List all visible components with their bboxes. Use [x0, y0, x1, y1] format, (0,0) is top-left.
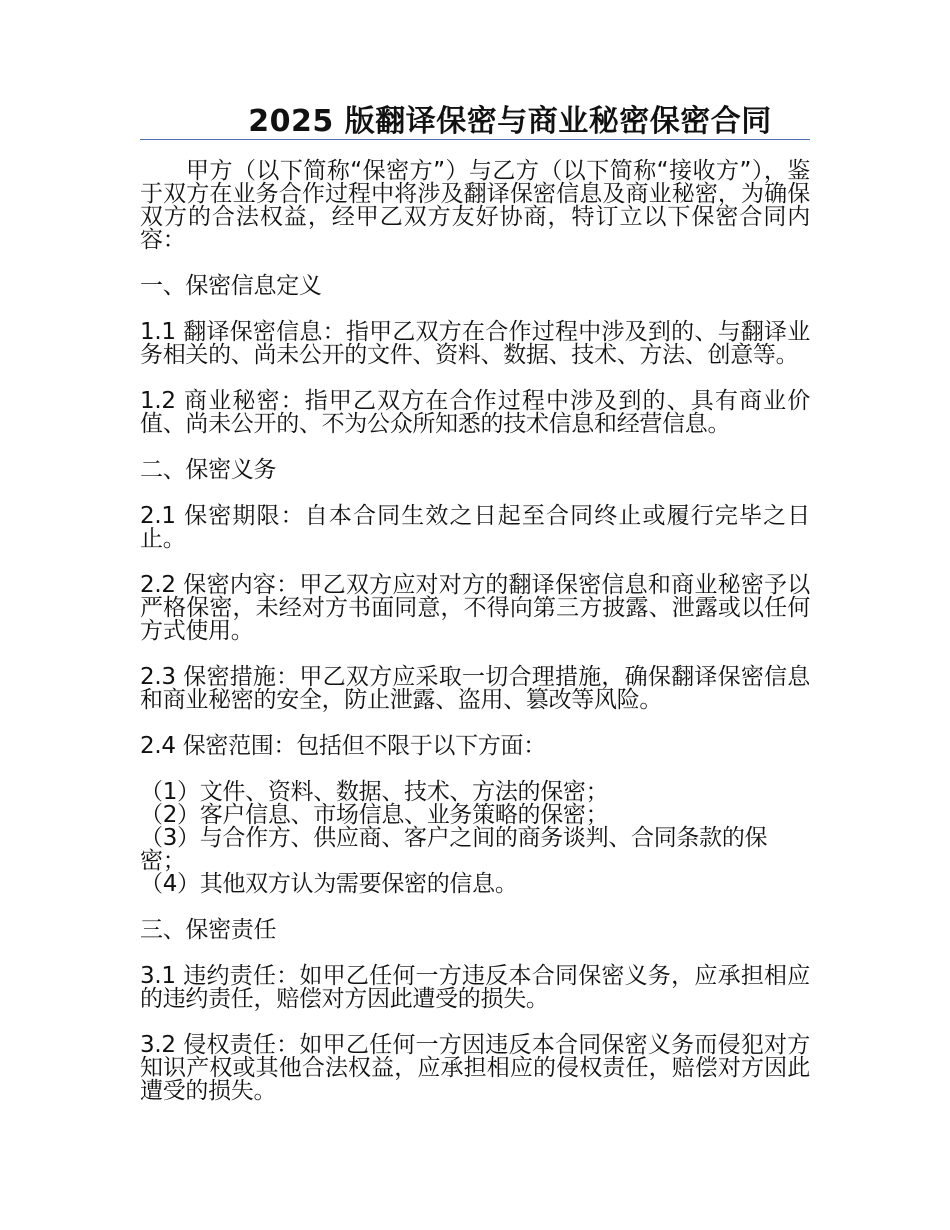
clause-2-4: 2.4 保密范围：包括但不限于以下方面： — [140, 733, 546, 759]
section-heading-2: 二、保密义务 — [140, 457, 277, 483]
list-item: （1）文件、资料、数据、技术、方法的保密； — [140, 779, 609, 805]
title-underline — [140, 139, 810, 140]
document-title: 2025 版翻译保密与商业秘密保密合同 — [248, 104, 772, 139]
list-item: （2）客户信息、市场信息、业务策略的保密； — [140, 802, 609, 828]
list-item: （4）其他双方认为需要保密的信息。 — [140, 871, 518, 897]
clause-3-2: 3.2 侵权责任：如甲乙任何一方因违反本合同保密义务而侵犯对方知识产权或其他合法权益，应承担相应的侵权责任，赔偿对方因此遭受的损失。 — [140, 1032, 810, 1104]
clause-2-2: 2.2 保密内容：甲乙双方应对对方的翻译保密信息和商业秘密予以严格保密，未经对方书面同意，不得向第三方披露、泄露或以任何方式使用。 — [140, 572, 810, 644]
clause-1-1: 1.1 翻译保密信息：指甲乙双方在合作过程中涉及到的、与翻译业务相关的、尚未公开的文件、资料、数据、技术、方法、创意等。 — [140, 319, 810, 368]
section-heading-3: 三、保密责任 — [140, 917, 277, 943]
clause-2-1: 2.1 保密期限：自本合同生效之日起至合同终止或履行完毕之日止。 — [140, 503, 810, 552]
clause-3-1: 3.1 违约责任：如甲乙任何一方违反本合同保密义务，应承担相应的违约责任，赔偿对方因此遭受的损失。 — [140, 963, 810, 1012]
intro-paragraph: 甲方（以下简称“保密方”）与乙方（以下简称“接收方”），鉴于双方在业务合作过程中将涉及翻译保密信息及商业秘密，为确保双方的合法权益，经甲乙双方友好协商，特订立以下保密合同内容： — [140, 158, 810, 253]
document-body — [140, 160, 810, 1126]
section-heading-1: 一、保密信息定义 — [140, 273, 322, 299]
confidentiality-scope-list — [140, 781, 810, 896]
clause-1-2: 1.2 商业秘密：指甲乙双方在合作过程中涉及到的、具有商业价值、尚未公开的、不为公众所知悉的技术信息和经营信息。 — [140, 388, 810, 437]
list-item: （3）与合作方、供应商、客户之间的商务谈判、合同条款的保密； — [140, 825, 768, 874]
clause-2-3: 2.3 保密措施：甲乙双方应采取一切合理措施，确保翻译保密信息和商业秘密的安全，防止泄露、盗用、篡改等风险。 — [140, 664, 810, 713]
